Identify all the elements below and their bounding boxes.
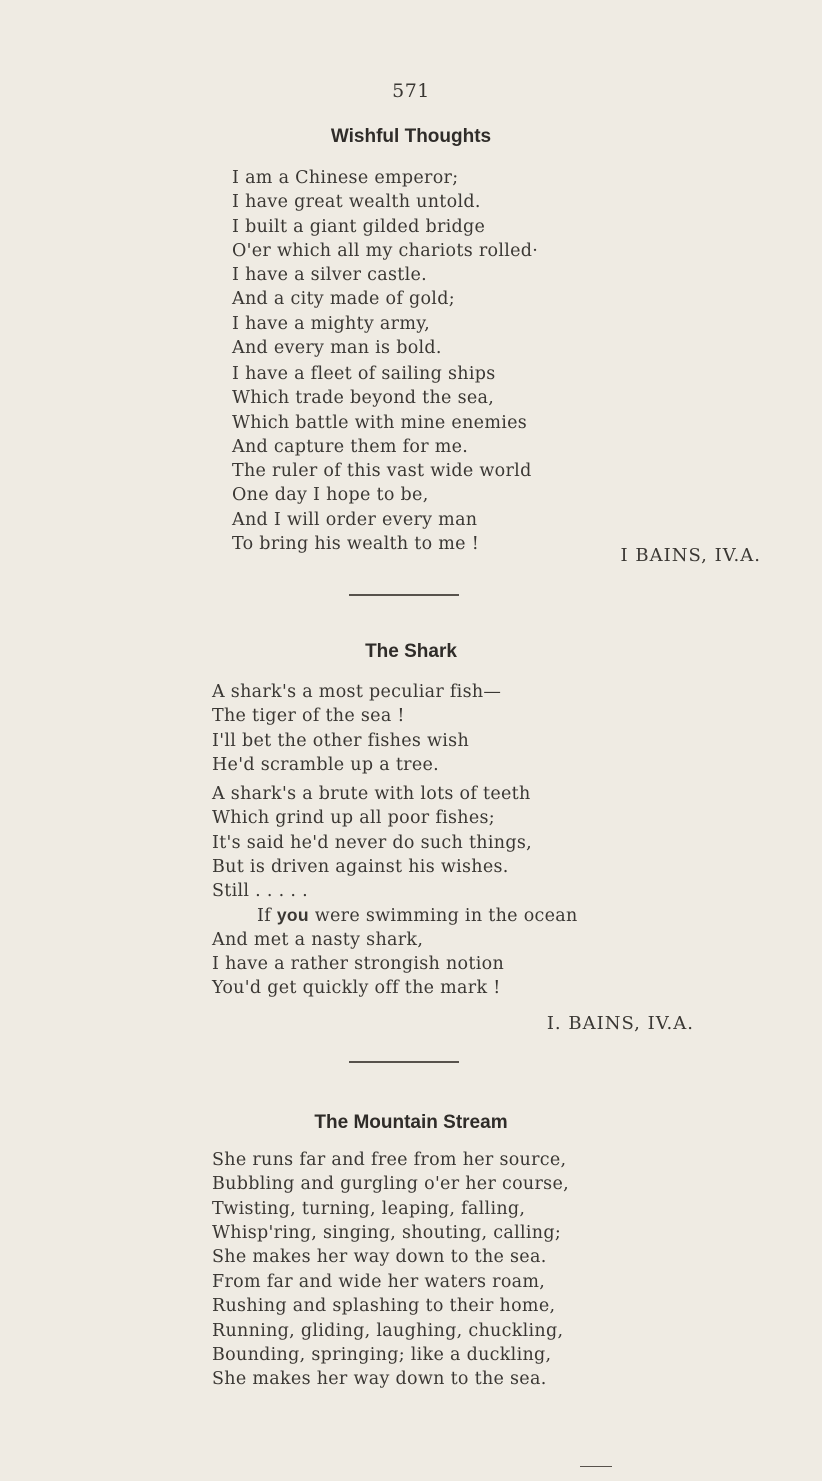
poem-line: And capture them for me. [232,436,469,457]
stanza [232,362,532,556]
poem-line: Whisp'ring, singing, shouting, calling; [212,1222,562,1243]
poem-line: Rushing and splashing to their home, [212,1296,556,1317]
page-number: 571 [392,80,430,102]
poem-line: And I will order every man [232,509,478,530]
poem-line: She makes her way down to the sea. [212,1247,547,1268]
stanza [212,782,532,879]
poem-line: Which trade beyond the sea, [232,388,495,409]
emphasized-word: you [276,905,309,926]
poem-line: Running, gliding, laughing, chuckling, [212,1320,564,1341]
poem-line: I am a Chinese emperor; [232,168,459,188]
poem-line: It's said he'd never do such things, [212,832,532,853]
poem-title: The Mountain Stream [314,1112,508,1133]
poem-line: I built a giant gilded bridge [232,216,486,237]
poem-line: I have a mighty army, [232,313,430,334]
poem-line: To bring his wealth to me ! [232,534,480,555]
poem-line: Which battle with mine enemies [232,412,528,433]
poem-line: I have a fleet of sailing ships [232,364,496,384]
poem-line: But is driven against his wishes. [212,856,509,877]
poem-line: And a city made of gold; [232,289,455,310]
poem-line: She runs far and free from her source, [212,1150,567,1170]
poem-line: A shark's a brute with lots of teeth [212,784,531,804]
poem-line: A shark's a most peculiar fish— [212,682,502,702]
poem-line: I have great wealth untold. [232,192,481,213]
poem-author: I BAINS, IV.A. [620,545,761,566]
poem-line: And met a nasty shark, [212,929,424,950]
poem-line: O'er which all my chariots rolled· [232,240,539,261]
poem-line: She makes her way down to the sea. [212,1369,547,1390]
poem-title: Wishful Thoughts [330,126,492,147]
stanza [212,1270,563,1391]
poem-line: I'll bet the other fishes wish [212,730,470,751]
poem-line-suffix: were swimming in the ocean [308,906,578,927]
poem-line: Twisting, turning, leaping, falling, [212,1198,526,1219]
poem-line: Still . . . . . [212,881,308,901]
poem-title: The Shark [365,641,457,662]
poem-line-prefix: If [257,906,277,927]
poem-line: The tiger of the sea ! [212,706,405,727]
poem-line: One day I hope to be, [232,485,429,506]
poem-line: Which grind up all poor fishes; [212,808,495,829]
poem-line: Bubbling and gurgling o'er her course, [212,1174,569,1195]
section-divider [580,1466,612,1467]
poem-line [212,903,578,927]
stanza [212,680,501,777]
stanza [212,879,578,1000]
poem-line: And every man is bold. [232,338,442,359]
poem-line: He'd scramble up a tree. [212,754,439,775]
section-divider [349,1061,459,1063]
poem-line: The ruler of this vast wide world [232,461,532,482]
section-divider [349,594,459,596]
poem-line: Bounding, springing; like a duckling, [212,1344,552,1365]
poem-line: I have a silver castle. [232,265,427,286]
stanza [232,166,538,360]
poem-line: I have a rather strongish notion [212,953,505,974]
poem-line: From far and wide her waters roam, [212,1272,546,1292]
stanza [212,1148,569,1269]
poem-author: I. BAINS, IV.A. [546,1013,694,1034]
poem-line: You'd get quickly off the mark ! [212,978,501,999]
